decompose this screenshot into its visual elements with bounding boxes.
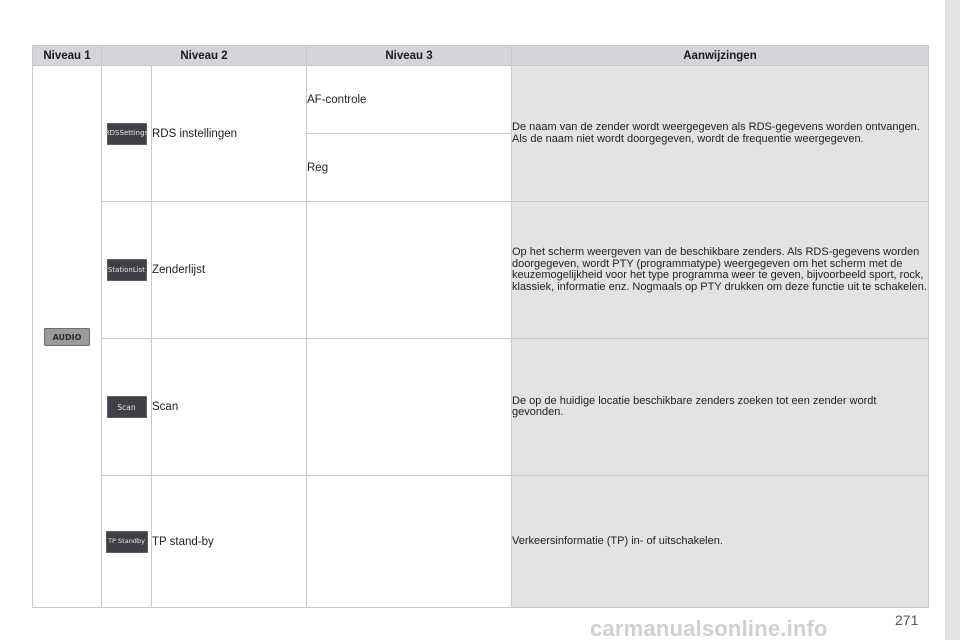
scan-label: Scan — [152, 339, 307, 476]
station-list-cell — [102, 202, 152, 339]
scan-sub-empty — [307, 339, 512, 476]
audio-button-icon: AUDIO — [44, 328, 90, 346]
tp-sub-empty — [307, 476, 512, 608]
reg-label: Reg — [307, 134, 512, 202]
header-niveau-2: Niveau 2 — [102, 46, 307, 66]
scan-note: De op de huidige locatie beschikbare zenders zoeken tot een zender wordt gevonden. — [512, 339, 929, 476]
header-aanwijzingen: Aanwijzingen — [512, 46, 929, 66]
header-niveau-3: Niveau 3 — [307, 46, 512, 66]
zenderlijst-label: Zenderlijst — [152, 202, 307, 339]
table-row — [33, 339, 929, 476]
rds-settings-cell — [102, 66, 152, 202]
table-row — [33, 476, 929, 608]
rds-settings-button-icon: RDS Settings — [107, 123, 147, 145]
rds-instellingen-note: De naam van de zender wordt weergegeven als RDS-gegevens worden ontvangen. Als de naam niet wordt doorgegeven, wordt de frequentie weergegeven. — [512, 66, 929, 202]
af-controle-label: AF-controle — [307, 66, 512, 134]
station-list-button-icon: Station List — [107, 259, 147, 281]
tp-stand-by-note: Verkeersinformatie (TP) in- of uitschakelen. — [512, 476, 929, 608]
rds-instellingen-label: RDS instellingen — [152, 66, 307, 202]
table-row — [33, 66, 929, 134]
table-row — [33, 202, 929, 339]
level1-cell — [33, 66, 102, 608]
table-header-row — [33, 46, 929, 66]
tp-stand-by-label: TP stand-by — [152, 476, 307, 608]
tp-standby-button-icon: TP Standby — [106, 531, 148, 553]
header-niveau-1: Niveau 1 — [33, 46, 102, 66]
scan-button-icon: Scan — [107, 396, 147, 418]
watermark: carmanualsonline.info — [590, 616, 828, 641]
zenderlijst-sub-empty — [307, 202, 512, 339]
tp-standby-cell — [102, 476, 152, 608]
scan-cell — [102, 339, 152, 476]
page-edge-band — [945, 0, 960, 640]
page-number: 271 — [895, 612, 919, 628]
audio-menu-table — [32, 45, 929, 608]
zenderlijst-note: Op het scherm weergeven van de beschikbare zenders. Als RDS-gegevens worden doorgegeven, wordt PTY (programmatype) weergegeven om het scherm met de keuzemogelijkheid voor het type programma weer te geven, bijvoorbeeld sport, rock, klassiek, informatie enz. Nogmaals op PTY drukken om deze functie uit te schakelen. — [512, 202, 929, 339]
